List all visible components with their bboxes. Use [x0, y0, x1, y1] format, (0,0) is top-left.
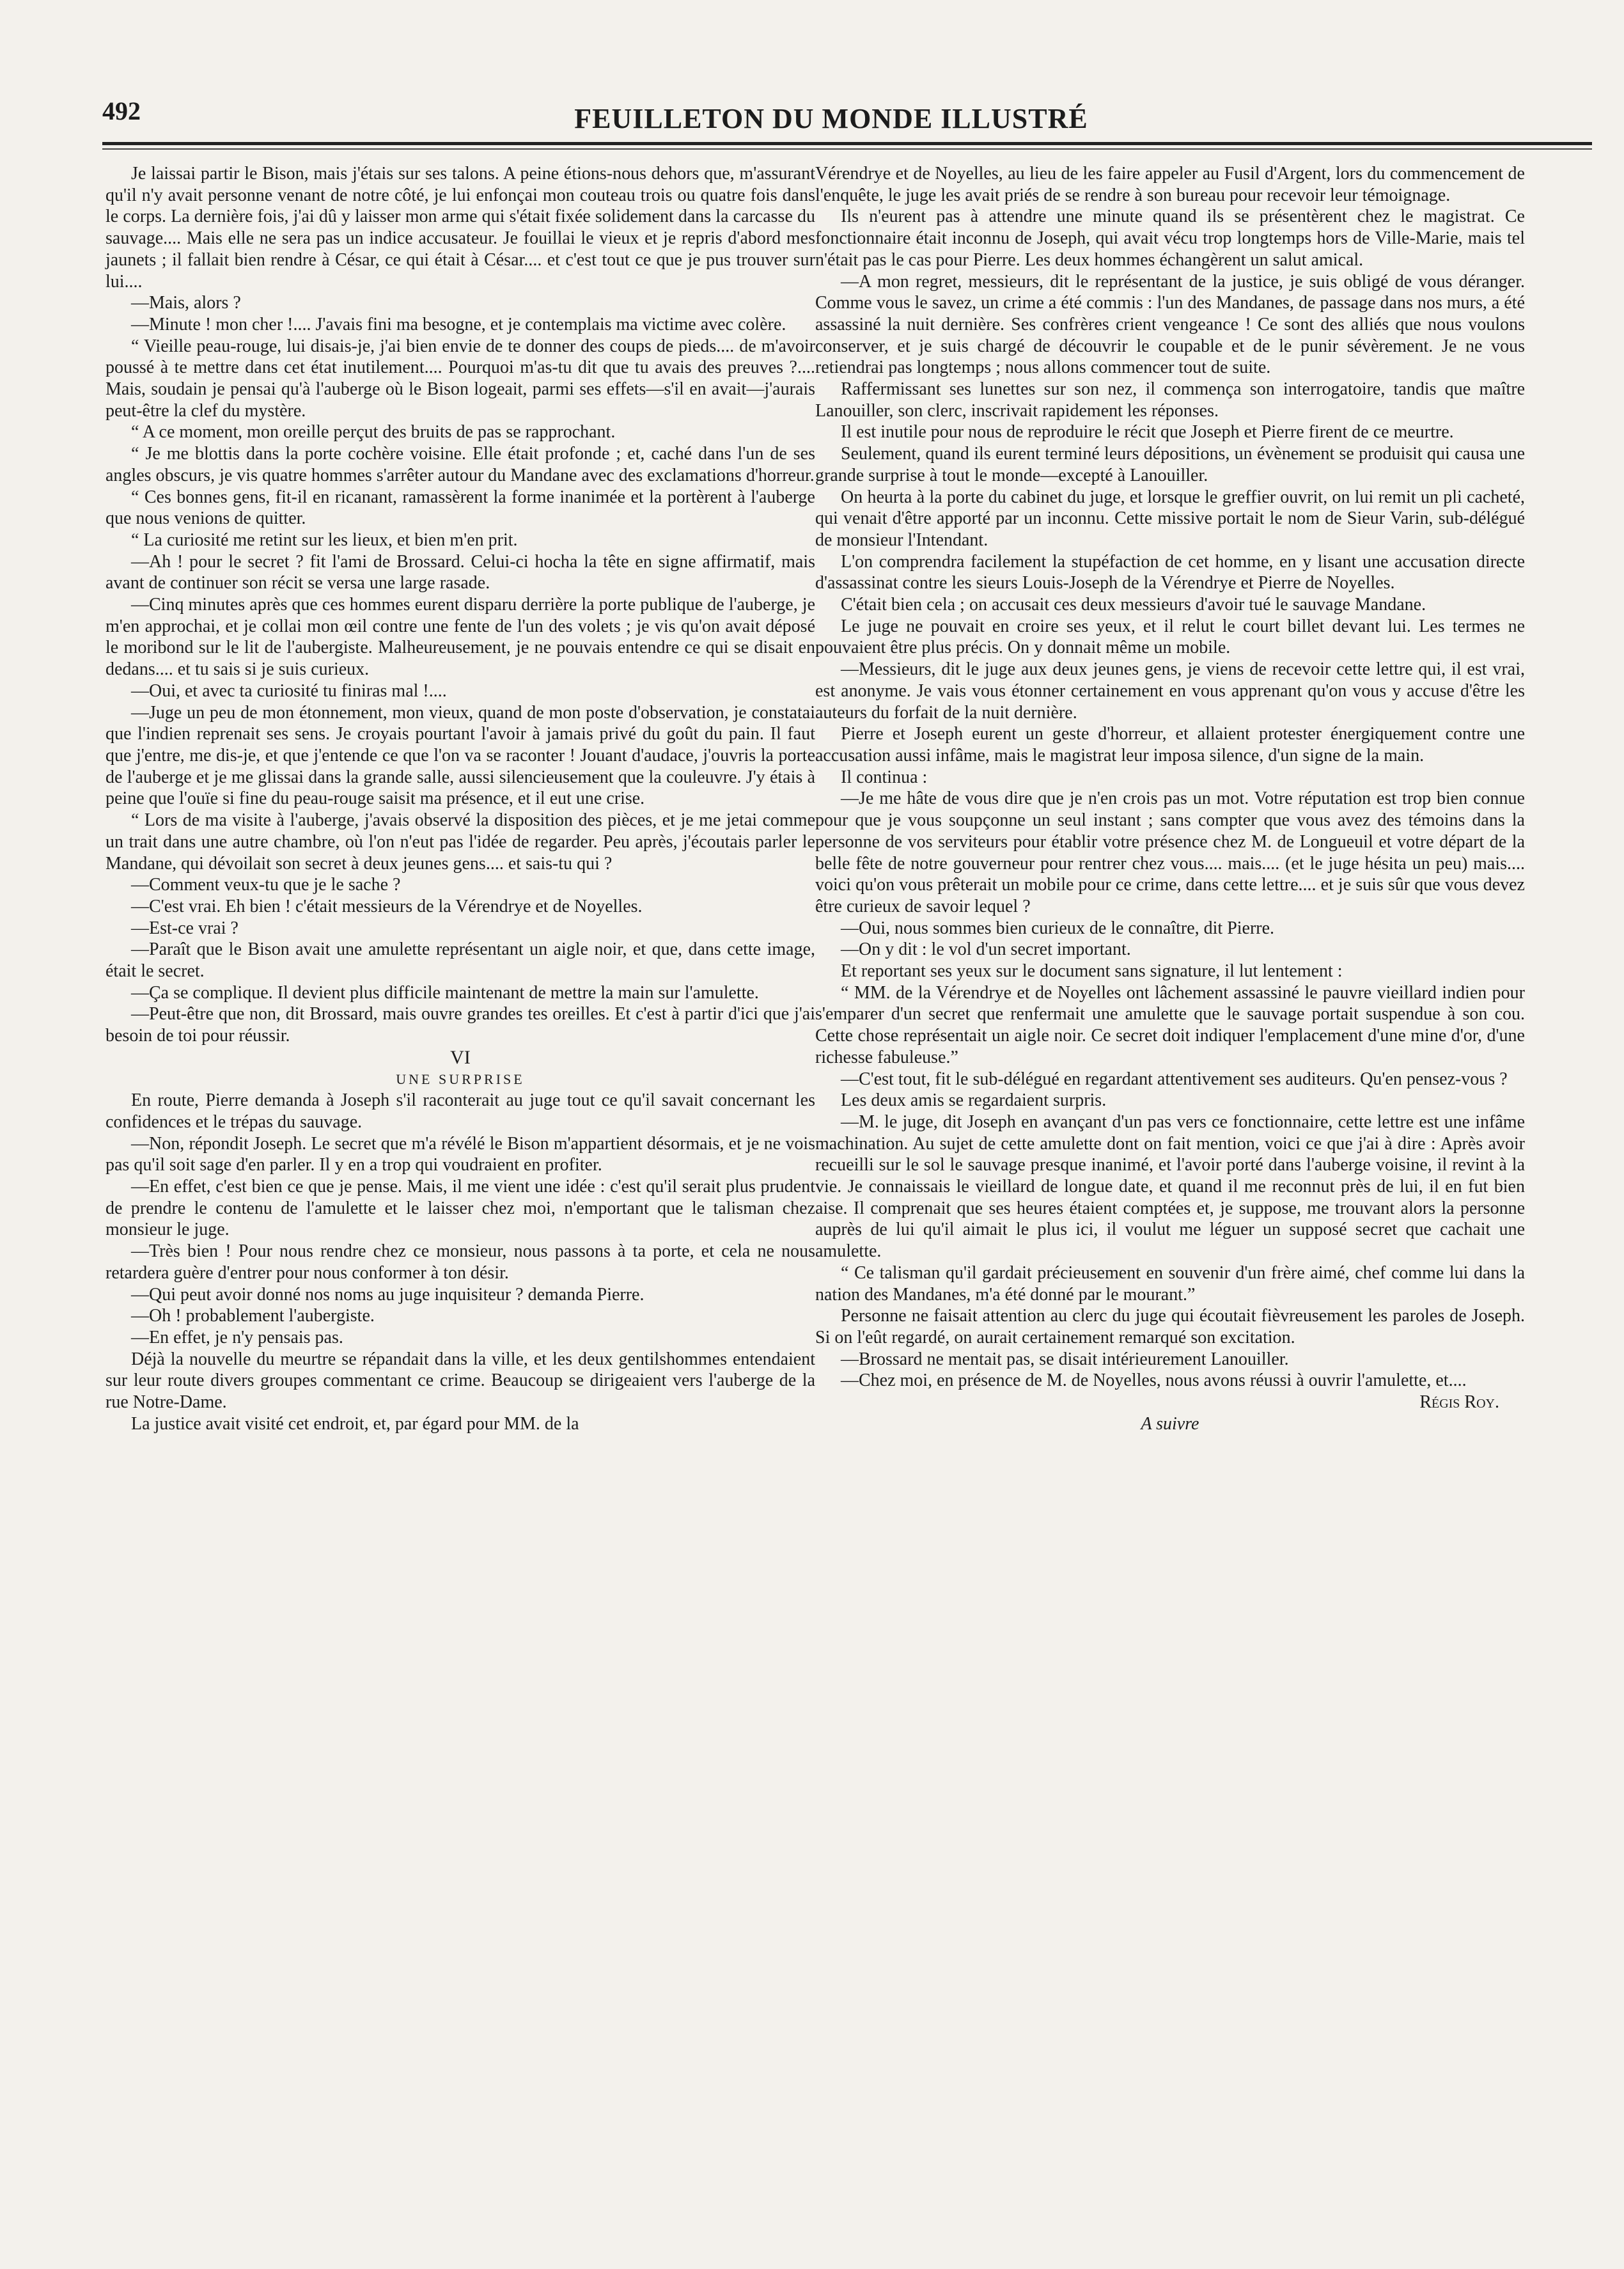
paragraph: —En effet, c'est bien ce que je pense. Mais, il me vient une idée : c'est qu'il serait plus prudent de prendre le contenu de l'amulette et le laisser chez moi, n'emportant que le talisman chez monsieur le juge.: [105, 1177, 815, 1240]
header-rule-thin: [102, 148, 1592, 150]
paragraph: Je laissai partir le Bison, mais j'étais sur ses talons. A peine étions-nous dehors que, m'assurant qu'il n'y avait personne venant de notre côté, je lui enfonçai mon couteau trois ou quatre fois dans le corps. La dernière fois, j'ai dû y laisser mon arme qui s'était fixée solidement dans la carcasse du sauvage.... Mais elle ne sera pas un indice accusateur. Je fouillai le vieux et je repris d'abord mes jaunets ; il fallait bien rendre à César, ce qui était à César.... et c'est tout ce que je pus trouver sur lui....: [105, 164, 815, 292]
paragraph: “ A ce moment, mon oreille perçut des bruits de pas se rapprochant.: [131, 422, 616, 443]
paragraph: —Messieurs, dit le juge aux deux jeunes gens, je viens de recevoir cette lettre qui, il est vrai, est anonyme. Je vais vous étonner certainement en vous apprenant qu'on vous y accuse d'être les auteurs du forfait de la nuit dernière.: [815, 659, 1525, 723]
paragraph: —C'est vrai. Eh bien ! c'était messieurs de la Vérendrye et de Noyelles.: [131, 896, 643, 916]
paragraph: —On y dit : le vol d'un secret important.: [841, 939, 1131, 960]
paragraph: C'était bien cela ; on accusait ces deux messieurs d'avoir tué le sauvage Mandane.: [841, 595, 1426, 615]
paragraph: Le juge ne pouvait en croire ses yeux, et il relut le court billet devant lui. Les termes ne pouvaient être plus précis. On y donnait même un mobile.: [815, 616, 1525, 658]
paragraph: “ Lors de ma visite à l'auberge, j'avais observé la disposition des pièces, et je me jetai comme un trait dans une autre chambre, où l'on n'eut pas l'idée de regarder. Peu après, j'écoutais parler le Mandane, qui dévoilait son secret à deux jeunes gens.... et sais-tu qui ?: [105, 810, 815, 874]
paragraph: Raffermissant ses lunettes sur son nez, il commença son interrogatoire, tandis que maître Lanouiller, son clerc, inscrivait rapidement les réponses.: [815, 379, 1525, 421]
paragraph: —Chez moi, en présence de M. de Noyelles, nous avons réussi à ouvrir l'amulette, et....: [841, 1370, 1467, 1391]
right-paragraphs: [815, 163, 1525, 1392]
paragraph: —Qui peut avoir donné nos noms au juge inquisiteur ? demanda Pierre.: [131, 1284, 644, 1305]
paragraph: —Très bien ! Pour nous rendre chez ce monsieur, nous passons à ta porte, et cela ne nous retardera guère d'entrer pour nous conformer à ton désir.: [105, 1241, 815, 1283]
paragraph: “ Ce talisman qu'il gardait précieusement en souvenir d'un frère aimé, chef comme lui dans la nation des Mandanes, m'a été donné par le mourant.”: [815, 1262, 1525, 1305]
paragraph: —En effet, je n'y pensais pas.: [131, 1327, 343, 1347]
paragraph: —Oui, nous sommes bien curieux de le connaître, dit Pierre.: [841, 918, 1275, 938]
paragraph: Ils n'eurent pas à attendre une minute quand ils se présentèrent chez le magistrat. Ce fonctionnaire était inconnu de Joseph, qui avait vécu trop longtemps hors de Ville-Marie, mais tel n'était pas le cas pour Pierre. Les deux hommes échangèrent un salut amical.: [815, 207, 1525, 270]
paragraph: En route, Pierre demanda à Joseph s'il raconterait au juge tout ce qu'il savait concernant les confidences et le trépas du sauvage.: [105, 1090, 815, 1132]
paragraph: —Minute ! mon cher !.... J'avais fini ma besogne, et je contemplais ma victime avec colère.: [131, 314, 786, 334]
paragraph: “ La curiosité me retint sur les lieux, et bien m'en prit.: [131, 530, 518, 550]
running-title: FEUILLETON DU MONDE ILLUSTRÉ: [574, 103, 1088, 134]
page-number: 492: [102, 97, 141, 125]
left-paragraphs: [105, 163, 815, 1047]
paragraph: —Cinq minutes après que ces hommes eurent disparu derrière la porte publique de l'auberge, je m'en approchai, et je collai mon œil contre une fente de l'un des volets ; je vis qu'on avait déposé le moribond sur le lit de l'aubergiste. Malheureusement, je ne pouvais entendre ce qui se disait en dedans.... et tu sais si je suis curieux.: [105, 595, 815, 680]
paragraph: —Oh ! probablement l'aubergiste.: [131, 1306, 375, 1326]
paragraph: —Ça se complique. Il devient plus difficile maintenant de mettre la main sur l'amulette.: [131, 982, 759, 1003]
header-rule-thick: [102, 142, 1592, 145]
paragraph: La justice avait visité cet endroit, et, par égard pour MM. de la: [131, 1413, 579, 1434]
paragraph: —Juge un peu de mon étonnement, mon vieux, quand de mon poste d'observation, je constatai que l'indien reprenait ses sens. Je croyais pourtant l'avoir à jamais privé du goût du pain. Il faut que j'entre, me dis-je, et que j'entende ce que l'on va se raconter ! Jouant d'audace, j'ouvris la porte de l'auberge et je me glissai dans la grande salle, aussi silencieusement que la couleuvre. J'y étais à peine que l'ouïe si fine du peau-rouge saisit ma présence, et il eut une crise.: [105, 702, 815, 809]
paragraph: “ Je me blottis dans la porte cochère voisine. Elle était profonde ; et, caché dans l'un de ses angles obscurs, je vis quatre hommes s'arrêter autour du Mandane avec des exclamations d'horreur.: [105, 444, 815, 485]
to-be-continued: A suivre: [1141, 1413, 1199, 1434]
paragraph: —Comment veux-tu que je le sache ?: [131, 875, 401, 895]
paragraph: Pierre et Joseph eurent un geste d'horreur, et allaient protester énergiquement contre une accusation aussi infâme, mais le magistrat leur imposa silence, d'un signe de la main.: [815, 724, 1525, 765]
chapter-number: VI: [450, 1046, 471, 1068]
paragraph: L'on comprendra facilement la stupéfaction de cet homme, en y lisant une accusation directe d'assassinat contre les sieurs Louis-Joseph de la Vérendrye et Pierre de Noyelles.: [815, 551, 1525, 593]
paragraph: Déjà la nouvelle du meurtre se répandait dans la ville, et les deux gentilshommes entendaient sur leur route divers groupes commentant ce crime. Beaucoup se dirigeaient vers l'auberge de la rue Notre-Dame.: [105, 1349, 815, 1413]
paragraph: —M. le juge, dit Joseph en avançant d'un pas vers ce fonctionnaire, cette lettre est une infâme machination. Au sujet de cette amulette dont on fait mention, voici ce que j'ai à dire : Après avoir recueilli sur le sol le sauvage presque inanimé, et l'avoir porté dans l'auberge voisine, il revint à la vie. Je connaissais le vieillard de longue date, et quand il me reconnut près de lui, il en fut bien aise. Il comprenait que ses heures étaient comptées et, je suppose, me trouvant alors la personne auprès de lui qu'il aimait le plus ici, il voulut me léguer un supposé secret que cachait une amulette.: [815, 1111, 1525, 1262]
chapter-title: UNE SURPRISE: [396, 1071, 525, 1087]
paragraph: On heurta à la porte du cabinet du juge, et lorsque le greffier ouvrit, on lui remit un pli cacheté, qui venait d'être apporté par un inconnu. Cette missive portait le nom de Sieur Varin, sub-délégué de monsieur l'Intendant.: [815, 487, 1525, 550]
paragraph: —Je me hâte de vous dire que je n'en crois pas un mot. Votre réputation est trop bien connue pour que je vous soupçonne un seul instant ; sans compter que vous avez des témoins dans la personne de vos serviteurs pour établir votre présence chez M. de Longueuil et votre départ de la belle fête de notre gouverneur pour rentrer chez vous.... mais.... (et le juge hésita un peu) mais.... voici qu'on vous prêterait un mobile pour ce crime, dans cette lettre.... et je suis sûr que vous devez être curieux de savoir lequel ?: [815, 789, 1525, 916]
paragraph: Il continua :: [841, 767, 928, 787]
paragraph: —Peut-être que non, dit Brossard, mais ouvre grandes tes oreilles. Et c'est à partir d'ici que j'ai besoin de toi pour réussir.: [105, 1004, 815, 1046]
paragraph: —Oui, et avec ta curiosité tu finiras mal !....: [131, 680, 447, 701]
right-column: [815, 163, 1525, 1434]
paragraph: “ Ces bonnes gens, fit-il en ricanant, ramassèrent la forme inanimée et la portèrent à l'auberge que nous venions de quitter.: [105, 487, 815, 529]
paragraph: —C'est tout, fit le sub-délégué en regardant attentivement ses auditeurs. Qu'en pensez-vous ?: [841, 1069, 1508, 1089]
author-signature: Régis Roy.: [1419, 1392, 1499, 1413]
paragraph: —Non, répondit Joseph. Le secret que m'a révélé le Bison m'appartient désormais, et je ne vois pas qu'il soit sage d'en parler. Il y en a trop qui voudraient en profiter.: [105, 1133, 815, 1175]
left-paragraphs-after: [105, 1090, 815, 1434]
paragraph: Personne ne faisait attention au clerc du juge qui écoutait fièvreusement les paroles de Joseph. Si on l'eût regardé, on aurait certainement remarqué son excitation.: [815, 1306, 1525, 1347]
paragraph: —Mais, alors ?: [131, 293, 241, 313]
paragraph: —Ah ! pour le secret ? fit l'ami de Brossard. Celui-ci hocha la tête en signe affirmatif, mais avant de continuer son récit se versa une large rasade.: [105, 551, 815, 593]
paragraph: Les deux amis se regardaient surpris.: [841, 1090, 1107, 1111]
paragraph: —A mon regret, messieurs, dit le représentant de la justice, je suis obligé de vous déranger. Comme vous le savez, un crime a été commis : l'un des Mandanes, de passage dans nos murs, a été assassiné la nuit dernière. Ses confrères crient vengeance ! Ce sont des alliés que nous voulons conserver, et je suis chargé de découvrir le coupable et de le punir sévèrement. Je ne vous retiendrai pas longtemps ; nous allons commencer tout de suite.: [815, 271, 1525, 378]
paragraph: “ Vieille peau-rouge, lui disais-je, j'ai bien envie de te donner des coups de pieds.... de m'avoir poussé à te mettre dans cet état inutilement.... Pourquoi m'as-tu dit que tu avais des preuves ?.... Mais, soudain je pensai qu'à l'auberge où le Bison logeait, parmi ses effets—s'il en avait—j'aurais peut-être la clef du mystère.: [105, 336, 815, 421]
paragraph: —Brossard ne mentait pas, se disait intérieurement Lanouiller.: [841, 1349, 1289, 1369]
paragraph: —Est-ce vrai ?: [131, 918, 238, 938]
paragraph: “ MM. de la Vérendrye et de Noyelles ont lâchement assassiné le pauvre vieillard indien pour s'emparer d'un secret que renfermait une amulette que le sauvage portait suspendue à son cou. Cette chose représentait un aigle noir. Ce secret doit indiquer l'emplacement d'une mine d'or, d'une richesse fabuleuse.”: [815, 982, 1525, 1067]
paragraph: Il est inutile pour nous de reproduire le récit que Joseph et Pierre firent de ce meurtre.: [841, 422, 1454, 443]
paragraph: Vérendrye et de Noyelles, au lieu de les faire appeler au Fusil d'Argent, lors du commencement de l'enquête, le juge les avait priés de se rendre à son bureau pour recevoir leur témoignage.: [815, 164, 1525, 205]
paragraph: Seulement, quand ils eurent terminé leurs dépositions, un évènement se produisit qui causa une grande surprise à tout le monde—excepté à Lanouiller.: [815, 444, 1525, 485]
paragraph: Et reportant ses yeux sur le document sans signature, il lut lentement :: [841, 961, 1343, 982]
left-column: [105, 163, 815, 1434]
paragraph: —Paraît que le Bison avait une amulette représentant un aigle noir, et que, dans cette image, était le secret.: [105, 939, 815, 982]
